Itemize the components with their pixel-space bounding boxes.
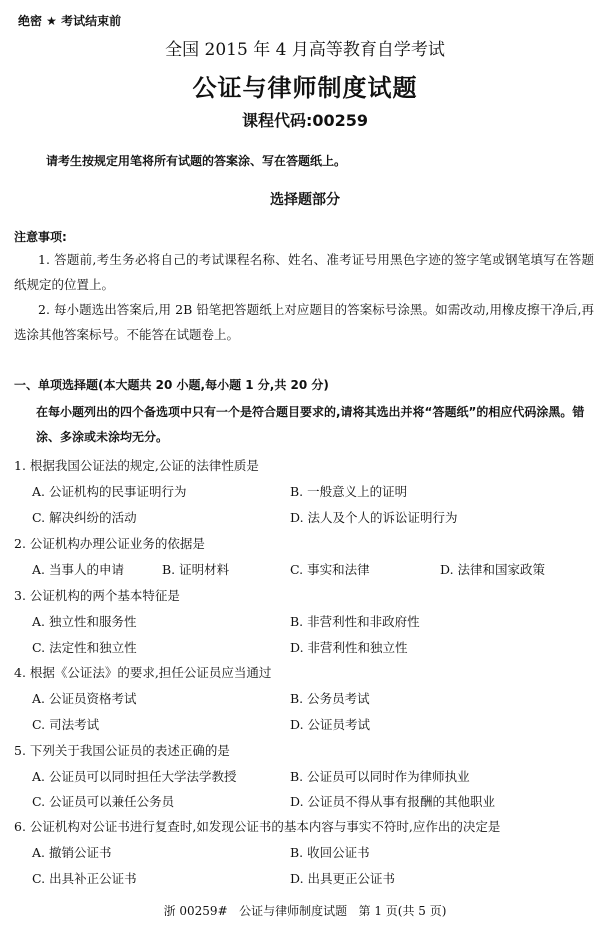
note-item: 2. 每小题选出答案后,用 2B 铅笔把答题纸上对应题目的答案标号涂黑。如需改动,用橡皮擦干净后,再选涂其他答案标号。不能答在试题卷上。 <box>14 302 594 342</box>
option-a: A. 撤销公证书 <box>32 845 112 860</box>
option-d: D. 法律和国家政策 <box>440 562 546 577</box>
section-description: 在每小题列出的四个备选项中只有一个是符合题目要求的,请将其选出并将“答题纸”的相应代码涂黑。错涂、多涂或未涂均无分。 <box>36 405 585 444</box>
part-title: 选择题部分 <box>270 192 340 208</box>
confidential-label: 绝密 ★ 考试结束前 <box>18 14 122 28</box>
page-footer: 浙 00259# 公证与律师制度试题 第 1 页(共 5 页) <box>163 904 447 918</box>
option-d: D. 出具更正公证书 <box>290 871 396 886</box>
option-c: C. 公证员可以兼任公务员 <box>32 794 175 809</box>
exam-session-line: 全国 2015 年 4 月高等教育自学考试 <box>165 40 445 60</box>
note-item: 1. 答题前,考生务必将自己的考试课程名称、姓名、准考证号用黑色字迹的签字笔或钢笔填写在答题纸规定的位置上。 <box>14 252 594 292</box>
option-c: C. 司法考试 <box>32 717 100 732</box>
question-stem: 1. 根据我国公证法的规定,公证的法律性质是 <box>14 458 259 473</box>
exam-title: 公证与律师制度试题 <box>192 74 418 102</box>
option-c: C. 事实和法律 <box>290 562 370 577</box>
option-d: D. 公证员考试 <box>290 717 371 732</box>
option-a: A. 当事人的申请 <box>32 562 124 577</box>
course-code: 课程代码:00259 <box>241 111 369 130</box>
option-a: A. 公证员可以同时担任大学法学教授 <box>32 769 237 784</box>
option-b: B. 公证员可以同时作为律师执业 <box>290 769 470 784</box>
option-d: D. 法人及个人的诉讼证明行为 <box>290 510 458 525</box>
question-stem: 5. 下列关于我国公证员的表述正确的是 <box>14 743 230 758</box>
option-a: A. 公证机构的民事证明行为 <box>32 484 187 499</box>
question-stem: 2. 公证机构办理公证业务的依据是 <box>14 536 205 551</box>
option-b: B. 收回公证书 <box>290 845 370 860</box>
question-stem: 3. 公证机构的两个基本特征是 <box>14 588 180 603</box>
option-b: B. 公务员考试 <box>290 691 370 706</box>
option-b: B. 一般意义上的证明 <box>290 484 408 499</box>
option-b: B. 证明材料 <box>162 562 230 577</box>
section-heading: 一、单项选择题(本大题共 20 小题,每小题 1 分,共 20 分) <box>14 378 329 392</box>
option-b: B. 非营利性和非政府性 <box>290 614 420 629</box>
notes-heading: 注意事项: <box>14 230 67 244</box>
general-instruction: 请考生按规定用笔将所有试题的答案涂、写在答题纸上。 <box>46 154 347 168</box>
option-c: C. 出具补正公证书 <box>32 871 137 886</box>
question-stem: 6. 公证机构对公证书进行复查时,如发现公证书的基本内容与事实不符时,应作出的决定是 <box>14 819 501 834</box>
option-d: D. 非营利性和独立性 <box>290 640 408 655</box>
option-c: C. 解决纠纷的活动 <box>32 510 137 525</box>
option-a: A. 独立性和服务性 <box>32 614 137 629</box>
question-stem: 4. 根据《公证法》的要求,担任公证员应当通过 <box>14 665 272 680</box>
option-c: C. 法定性和独立性 <box>32 640 137 655</box>
option-d: D. 公证员不得从事有报酬的其他职业 <box>290 794 496 809</box>
option-a: A. 公证员资格考试 <box>32 691 137 706</box>
